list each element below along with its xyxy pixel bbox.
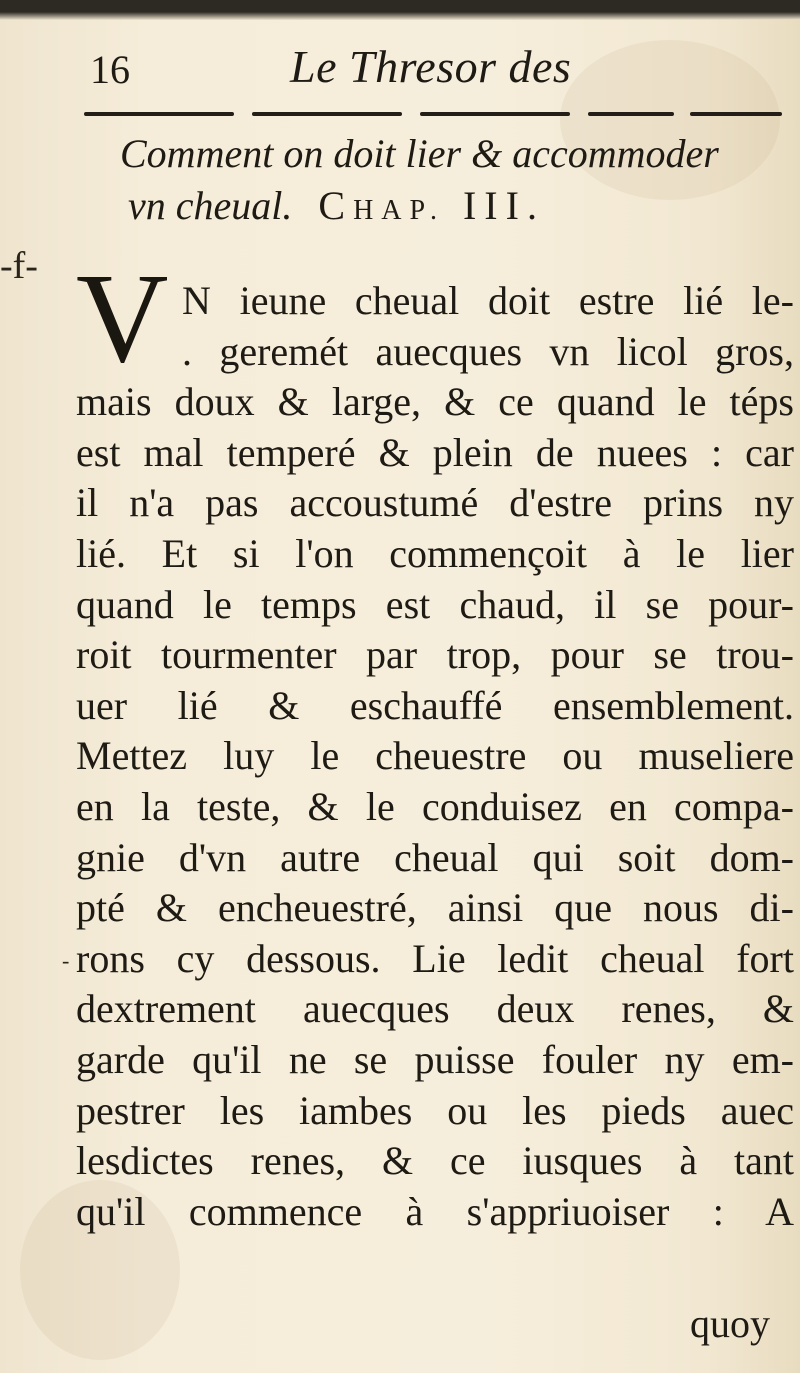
catchword: quoy — [690, 1301, 770, 1346]
body-line: quand le temps est chaud, il se pour- — [76, 581, 794, 627]
body-line: N ieune cheual doit estre lié le- — [182, 278, 794, 323]
running-head — [0, 40, 800, 100]
chapter-label-initial: C — [318, 183, 354, 228]
header-rule — [84, 110, 782, 122]
page-top-edge — [0, 0, 800, 20]
body-line: pté & encheuestré, ainsi que nous di- — [76, 885, 794, 931]
chapter-label-rest: HAP. — [353, 195, 445, 226]
body-line: gnie d'vn autre cheual qui soit dom- — [76, 834, 794, 880]
chapter-label — [318, 183, 545, 228]
body-line: il n'a pas accoustumé d'estre prins ny — [76, 480, 794, 526]
margin-dash-mark: - — [62, 948, 70, 973]
margin-cross-mark: -f- — [0, 245, 38, 287]
chapter-title-end: vn cheual. — [128, 183, 293, 228]
chapter-number: III. — [462, 183, 545, 228]
page-number: 16 — [90, 47, 130, 92]
body-line: Mettez luy le cheuestre ou museliere — [76, 733, 794, 779]
body-line: en la teste, & le conduisez en compa- — [76, 783, 794, 829]
body-line: roit tourmenter par trop, pour se trou- — [76, 632, 794, 678]
body-line: . geremét auecques vn licol gros, — [182, 328, 794, 374]
body-line: dextrement auecques deux renes, & — [76, 986, 794, 1032]
chapter-title-line-1: Comment on doit lier & accommoder — [120, 131, 719, 176]
drop-cap: V — [76, 247, 169, 389]
chapter-heading — [120, 128, 780, 237]
body-line: est mal temperé & plein de nuees : car — [76, 429, 794, 475]
body-line: lesdictes renes, & ce iusques à tant — [76, 1138, 794, 1184]
body-line: mais doux & large, & ce quand le téps — [76, 379, 794, 425]
body-line: pestrer les iambes ou les pieds auec — [76, 1087, 794, 1133]
body-line: garde qu'il ne se puisse fouler ny em- — [76, 1036, 794, 1082]
body-line: rons cy dessous. Lie ledit cheual fort — [76, 935, 794, 981]
running-title: Le Thresor des — [290, 41, 572, 92]
chapter-title-line-2 — [120, 180, 780, 237]
body-line: uer lié & eschauffé ensemblement. — [76, 682, 794, 728]
body-line: qu'il commence à s'appriuoiser : A — [76, 1188, 794, 1234]
body-line: lié. Et si l'on commençoit à le lier — [76, 530, 794, 576]
body-text — [76, 276, 796, 1237]
